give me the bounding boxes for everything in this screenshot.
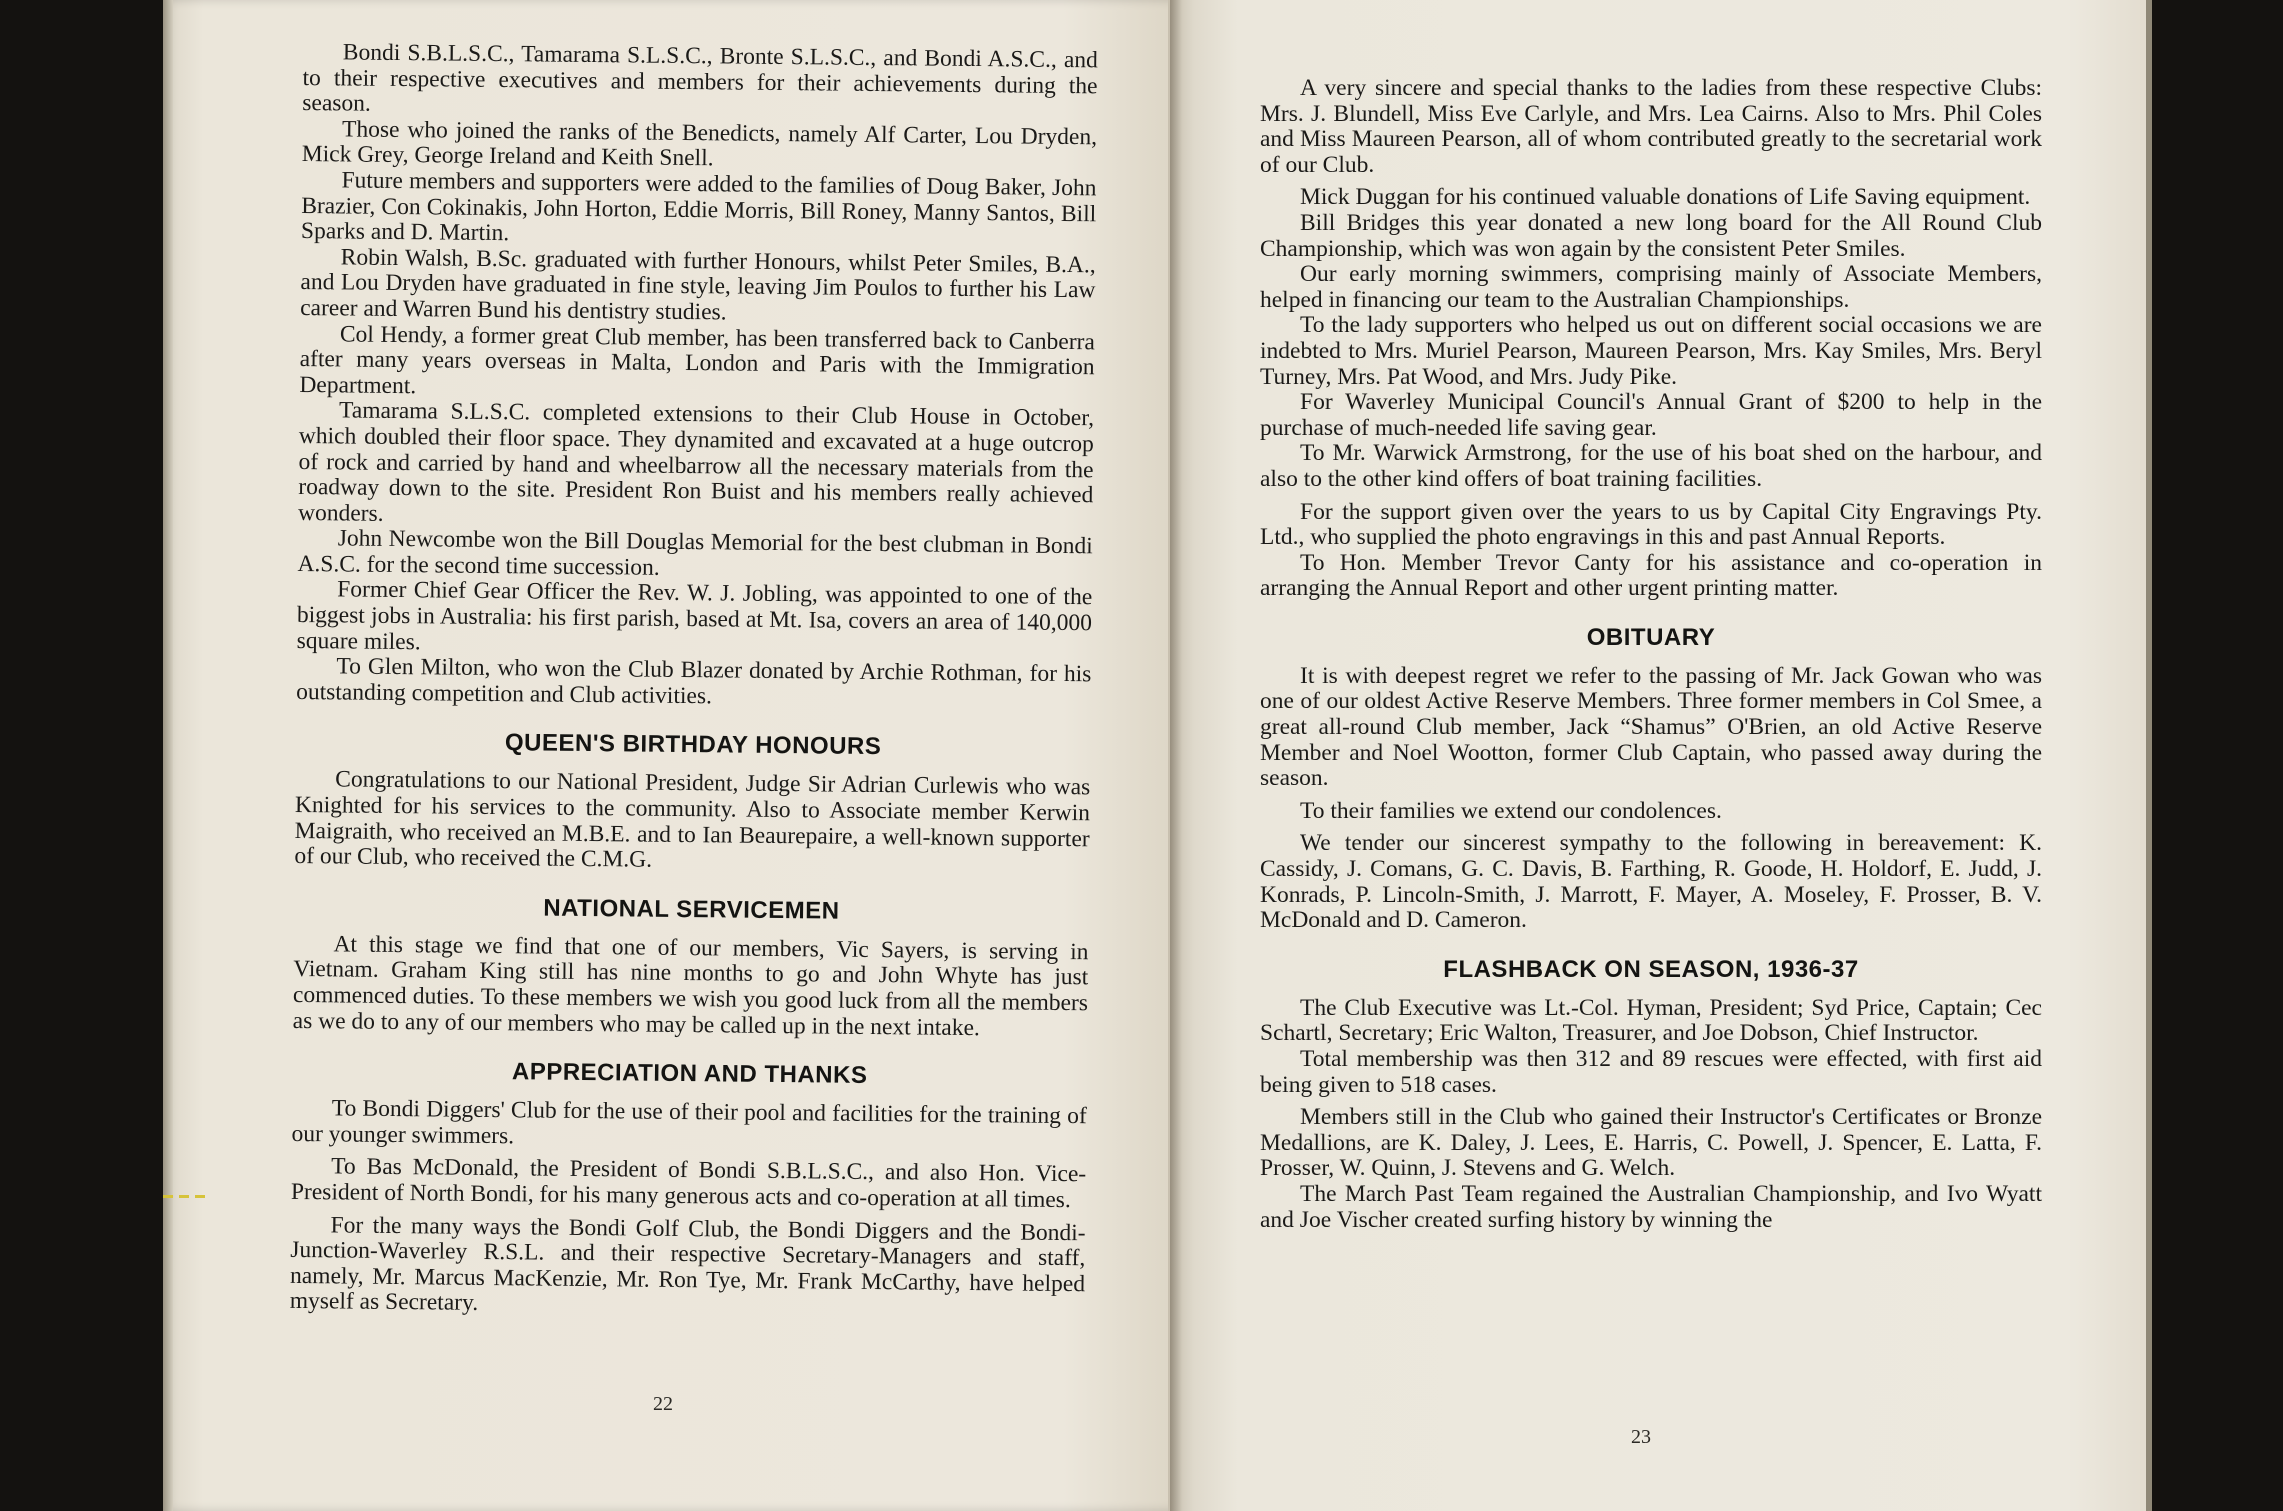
paragraph: To Bas McDonald, the President of Bondi S.B.L.S.C., and also Hon. Vice-President of North Bondi, for his many generous acts and co-operation at all times.: [290, 1153, 1087, 1214]
margin-mark: [163, 1195, 205, 1198]
page-number: 23: [1631, 1426, 1651, 1448]
paragraph: A very sincere and special thanks to the ladies from these respective Clubs: Mrs. J. Blundell, Miss Eve Carlyle, and Mrs. Lea Cairns. Also to Mrs. Phil Coles and Miss Maureen Pearson, all of whom contributed greatly to the secretarial work of our Club.: [1260, 75, 2042, 178]
left-page-text: [290, 40, 1098, 1323]
paragraph: Robin Walsh, B.Sc. graduated with further Honours, whilst Peter Smiles, B.A., and Lou Dryden have graduated in fine style, leaving Jim Poulos to further his Law career and Warren Bund his dentistry studies.: [300, 244, 1096, 326]
paragraph: John Newcombe won the Bill Douglas Memorial for the best clubman in Bondi A.S.C. for the second time succession.: [297, 525, 1093, 581]
paragraph: For Waverley Municipal Council's Annual Grant of $200 to help in the purchase of much-needed life saving gear.: [1260, 389, 2042, 441]
left-page: [163, 0, 1183, 1511]
paragraph: Those who joined the ranks of the Benedicts, namely Alf Carter, Lou Dryden, Mick Grey, George Ireland and Keith Snell.: [301, 116, 1098, 172]
book-gutter: [1170, 0, 1194, 1511]
paragraph: Future members and supporters were added to the families of Doug Baker, John Brazier, Con Cokinakis, John Horton, Eddie Morris, Bill Roney, Manny Santos, Bill Sparks and D. Martin.: [300, 167, 1097, 247]
paragraph: To Mr. Warwick Armstrong, for the use of his boat shed on the harbour, and also to the other kind offers of boat training facilities.: [1260, 440, 2042, 492]
heading-national-servicemen: NATIONAL SERVICEMEN: [543, 894, 840, 925]
right-page: [1168, 0, 2148, 1511]
paragraph: Members still in the Club who gained their Instructor's Certificates or Bronze Medallions, are K. Daley, J. Lees, E. Harris, C. Powell, J. Spencer, E. Latta, F. Prosser, W. Quinn, J. Stevens and G. Welch.: [1260, 1104, 2042, 1182]
paragraph: Col Hendy, a former great Club member, has been transferred back to Canberra after many years overseas in Malta, London and Paris with the Immigration Department.: [299, 320, 1096, 399]
heading-queens-birthday-honours: QUEEN'S BIRTHDAY HONOURS: [504, 729, 882, 761]
paragraph: To Hon. Member Trevor Canty for his assistance and co-operation in arranging the Annual Report and other urgent printing matter.: [1260, 549, 2042, 602]
paragraph: For the many ways the Bondi Golf Club, the Bondi Diggers and the Bondi-Junction-Waverley R.S.L. and their respective Secretary-Managers and staff, namely, Mr. Marcus MacKenzie, Mr. Ron Tye, Mr. Frank McCarthy, have helped myself as Secretary.: [289, 1211, 1086, 1317]
heading-obituary: OBITUARY: [1586, 623, 1716, 651]
paragraph: Our early morning swimmers, comprising mainly of Associate Members, helped in financing our team to the Australian Championships.: [1260, 261, 2042, 313]
paragraph: Former Chief Gear Officer the Rev. W. J. Jobling, was appointed to one of the biggest jobs in Australia: his first parish, based at Mt. Isa, covers an area of 140,000 square miles.: [296, 576, 1093, 655]
paragraph: To their families we extend our condolences.: [1300, 797, 1722, 824]
right-page-text: [1260, 76, 2042, 1233]
paragraph: Bill Bridges this year donated a new long board for the All Round Club Championship, which was won again by the consistent Peter Smiles.: [1260, 209, 2042, 262]
paragraph: The March Past Team regained the Australian Championship, and Ivo Wyatt and Joe Vischer created surfing history by winning the: [1260, 1180, 2042, 1233]
paragraph: To Bondi Diggers' Club for the use of their pool and facilities for the training of our younger swimmers.: [291, 1095, 1087, 1150]
heading-appreciation-and-thanks: APPRECIATION AND THANKS: [511, 1058, 868, 1090]
heading-flashback-on-season: FLASHBACK ON SEASON, 1936-37: [1443, 955, 1859, 983]
paragraph: We tender our sincerest sympathy to the following in bereavement: K. Cassidy, J. Comans, G. C. Davis, B. Farthing, R. Goode, H. Holdorf, E. Judd, J. Konrads, P. Lincoln-Smith, J. Marrott, F. Mayer, A. Moseley, F. Prosser, B. V. McDonald and D. Cameron.: [1260, 830, 2042, 934]
paragraph: Congratulations to our National President, Judge Sir Adrian Curlewis who was Knighted for his services to the community. Also to Associate member Kerwin Maigraith, who received an M.B.E. and to Ian Beaurepaire, a well-known supporter of our Club, who received the C.M.G.: [294, 766, 1091, 873]
paragraph: The Club Executive was Lt.-Col. Hyman, President; Syd Price, Captain; Cec Schartl, Secretary; Eric Walton, Treasurer, and Joe Dobson, Chief Instructor.: [1260, 994, 2042, 1047]
paragraph: Bondi S.B.L.S.C., Tamarama S.L.S.C., Bronte S.L.S.C., and Bondi A.S.C., and to their respective executives and members for their achievements during the season.: [302, 39, 1098, 117]
paragraph: Mick Duggan for his continued valuable donations of Life Saving equipment.: [1300, 184, 2031, 211]
paragraph: It is with deepest regret we refer to the passing of Mr. Jack Gowan who was one of our oldest Active Reserve Members. Three former members in Col Smee, a great all-round Club member, Jack “Shamus” O'Brien, an old Active Reserve Member and Noel Wootton, former Club Captain, who passed away during the season.: [1260, 662, 2042, 792]
page-number: 22: [653, 1393, 673, 1415]
page-edge-left: [163, 0, 173, 1511]
paragraph: To Glen Milton, who won the Club Blazer donated by Archie Rothman, for his outstanding competition and Club activities.: [296, 653, 1092, 710]
page-edge-right: [2146, 0, 2152, 1511]
paragraph: Total membership was then 312 and 89 rescues were effected, with first aid being given to 518 cases.: [1260, 1046, 2042, 1098]
paragraph: At this stage we find that one of our members, Vic Sayers, is serving in Vietnam. Graham King still has nine months to go and John Whyte has just commenced duties. To these members we wish you good luck from all the members as we do to any of our members who may be called up in the next intake.: [292, 931, 1089, 1041]
paragraph: Tamarama S.L.S.C. completed extensions to their Club House in October, which doubled their floor space. They dynamited and excavated at a huge outcrop of rock and carried by hand and wheelbarrow all the necessary materials from the roadway down to the site. President Ron Buist and his members really achieved wonders.: [297, 397, 1095, 527]
paragraph: To the lady supporters who helped us out on different social occasions we are indebted to Mrs. Muriel Pearson, Maureen Pearson, Mrs. Kay Smiles, Mrs. Beryl Turney, Mrs. Pat Wood, and Mrs. Judy Pike.: [1260, 312, 2042, 390]
paragraph: For the support given over the years to us by Capital City Engravings Pty. Ltd., who supplied the photo engravings in this and past Annual Reports.: [1260, 498, 2042, 551]
